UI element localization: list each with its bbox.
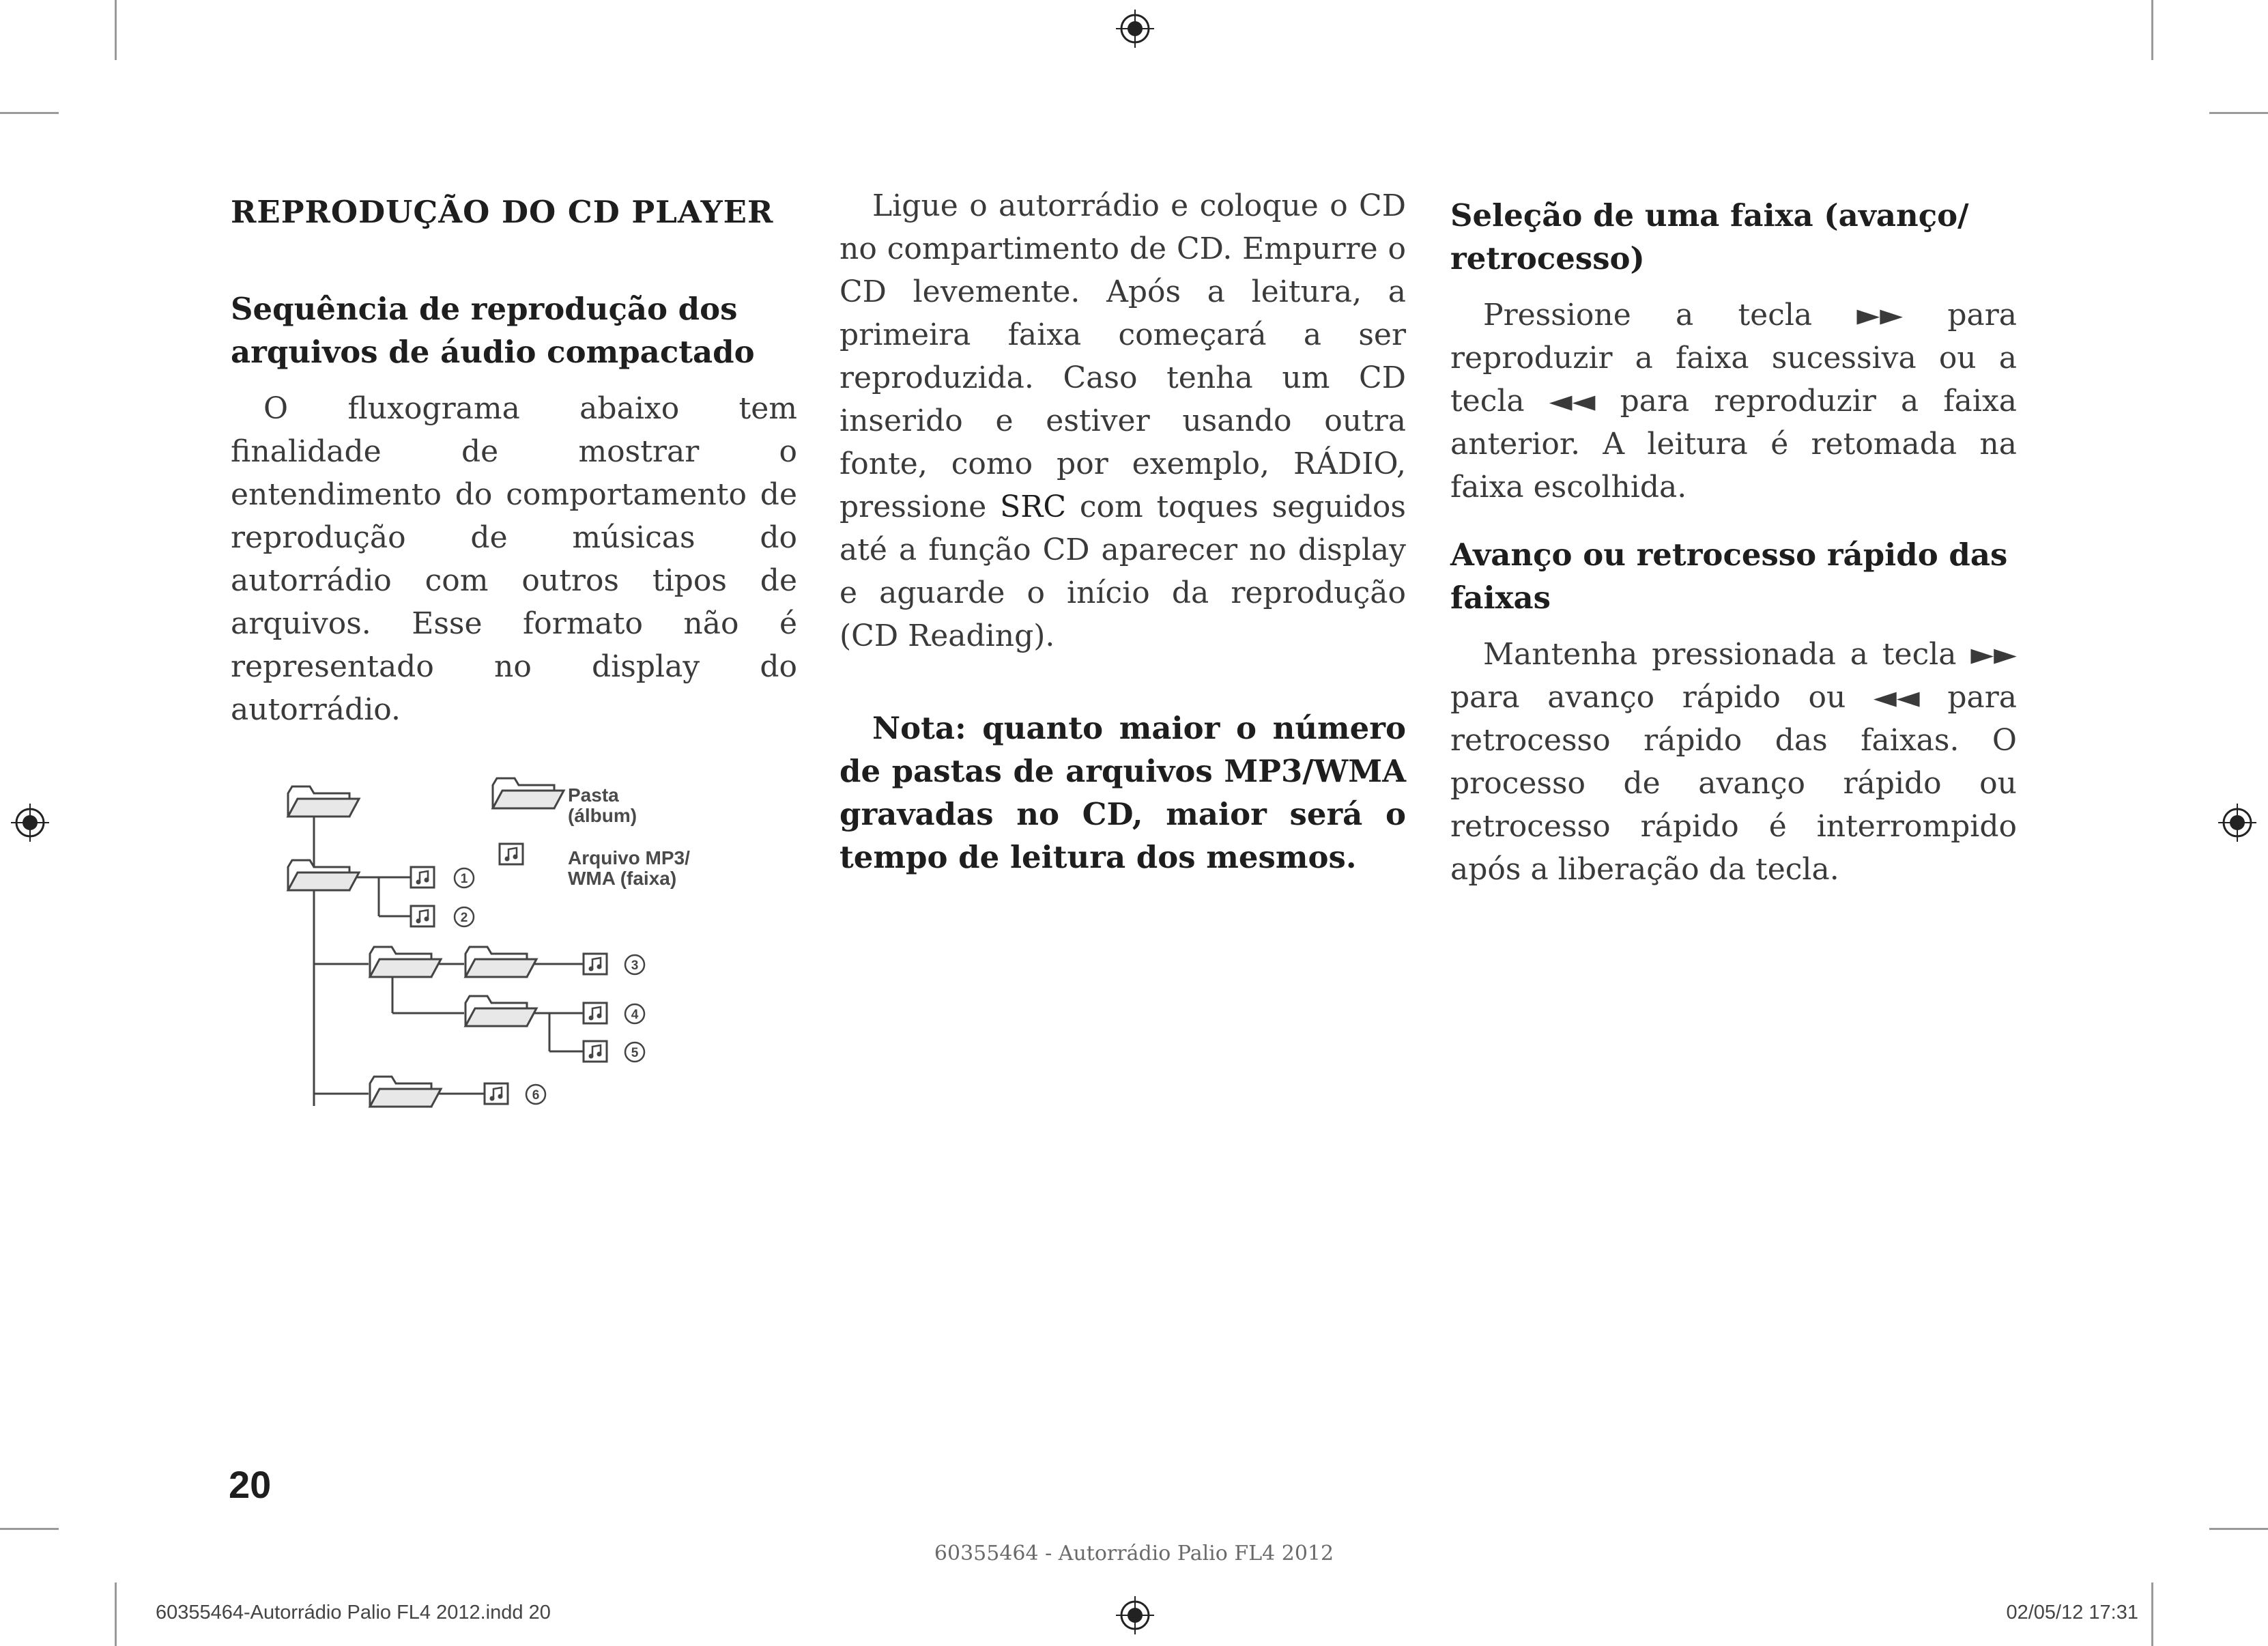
audio-file-icon: [411, 906, 434, 926]
paragraph-text: Ligue o autorrádio e coloque o CD no compartimento de CD. Empurre o CD levemente. Após a leitura, a primeira faixa começará a ser reproduzida. Caso tenha um CD inserido e estiver usando outra fonte, como por exemplo, RÁDIO, pressione: [839, 188, 1406, 524]
folder-icon: [288, 786, 359, 817]
slug-file-info: 60355464-Autorrádio Palio FL4 2012.indd 20: [156, 1602, 551, 1623]
crop-mark: [2209, 1528, 2268, 1530]
page-number: 20: [229, 1463, 272, 1506]
audio-file-icon: [500, 844, 523, 864]
crop-mark: [0, 112, 59, 114]
audio-file-icon: [411, 867, 434, 888]
audio-file-icon: [485, 1083, 508, 1104]
audio-file-icon: [584, 954, 607, 974]
crop-mark: [2151, 0, 2153, 60]
registration-mark-icon: [11, 804, 49, 842]
folder-tree-svg: [273, 758, 805, 1140]
paragraph-fast-forward: Mantenha pressionada a tecla ►► para avanço rápido ou ◄◄ para retrocesso rápido das faixas. O processo de avanço rápido ou retrocesso rápido é interrompido após a liberação da tecla.: [1450, 637, 2017, 887]
crop-mark: [115, 0, 117, 60]
column-left: [231, 184, 797, 731]
crop-mark: [115, 1583, 117, 1646]
audio-file-icon: [584, 1041, 607, 1062]
subheading-playback-sequence: Sequência de reprodução dos arquivos de áudio compactado: [231, 291, 755, 370]
registration-mark-icon: [2218, 804, 2256, 842]
section-title: REPRODUÇÃO DO CD PLAYER: [231, 194, 774, 230]
track-number: 4: [631, 1008, 639, 1022]
registration-mark-icon: [1116, 1596, 1154, 1634]
document-footer: 60355464 - Autorrádio Palio FL4 2012: [934, 1542, 1334, 1565]
folder-tree-diagram: [273, 758, 805, 1140]
slug-date-time: 02/05/12 17:31: [2006, 1602, 2138, 1623]
track-number: 6: [532, 1088, 540, 1103]
note-paragraph: Nota: quanto maior o número de pastas de arquivos MP3/WMA gravadas no CD, maior será o tempo de leitura dos mesmos.: [839, 710, 1406, 875]
folder-icon: [288, 860, 359, 890]
audio-file-icon: [584, 1003, 607, 1023]
folder-icon: [370, 1077, 441, 1107]
track-number: 2: [460, 911, 468, 925]
track-number: 5: [631, 1046, 639, 1060]
legend-folder-label: Pasta (álbum): [568, 784, 637, 826]
crop-mark: [0, 1528, 59, 1530]
folder-icon: [465, 996, 536, 1026]
paragraph-insert-cd: [839, 184, 1406, 657]
crop-mark: [2151, 1583, 2153, 1646]
paragraph-text: com toques seguidos até a função CD aparecer no display e aguarde o início da reprodução (CD Reading).: [839, 489, 1406, 653]
folder-icon: [370, 947, 441, 977]
column-middle: [839, 184, 1406, 879]
track-number: 3: [631, 959, 639, 973]
folder-icon: [465, 947, 536, 977]
paragraph-flowchart-intro: O fluxograma abaixo tem finalidade de mostrar o entendimento do comportamento de reprodução de músicas do autorrádio com outros tipos de arquivos. Esse formato não é representado no display do autorrádio.: [231, 391, 797, 727]
src-key-label: SRC: [1000, 489, 1067, 524]
subheading-fast-forward: Avanço ou retrocesso rápido das faixas: [1450, 537, 2008, 616]
crop-mark: [2209, 112, 2268, 114]
folder-icon: [493, 778, 564, 808]
legend-file-label: Arquivo MP3/ WMA (faixa): [568, 847, 690, 889]
subheading-track-selection: Seleção de uma faixa (avanço/ retrocesso): [1450, 197, 1969, 276]
registration-mark-icon: [1116, 10, 1154, 48]
track-number: 1: [460, 872, 468, 886]
column-right: [1450, 184, 2017, 891]
paragraph-track-selection: Pressione a tecla ►► para reproduzir a faixa sucessiva ou a tecla ◄◄ para reproduzir a faixa anterior. A leitura é retomada na faixa escolhida.: [1450, 298, 2017, 505]
